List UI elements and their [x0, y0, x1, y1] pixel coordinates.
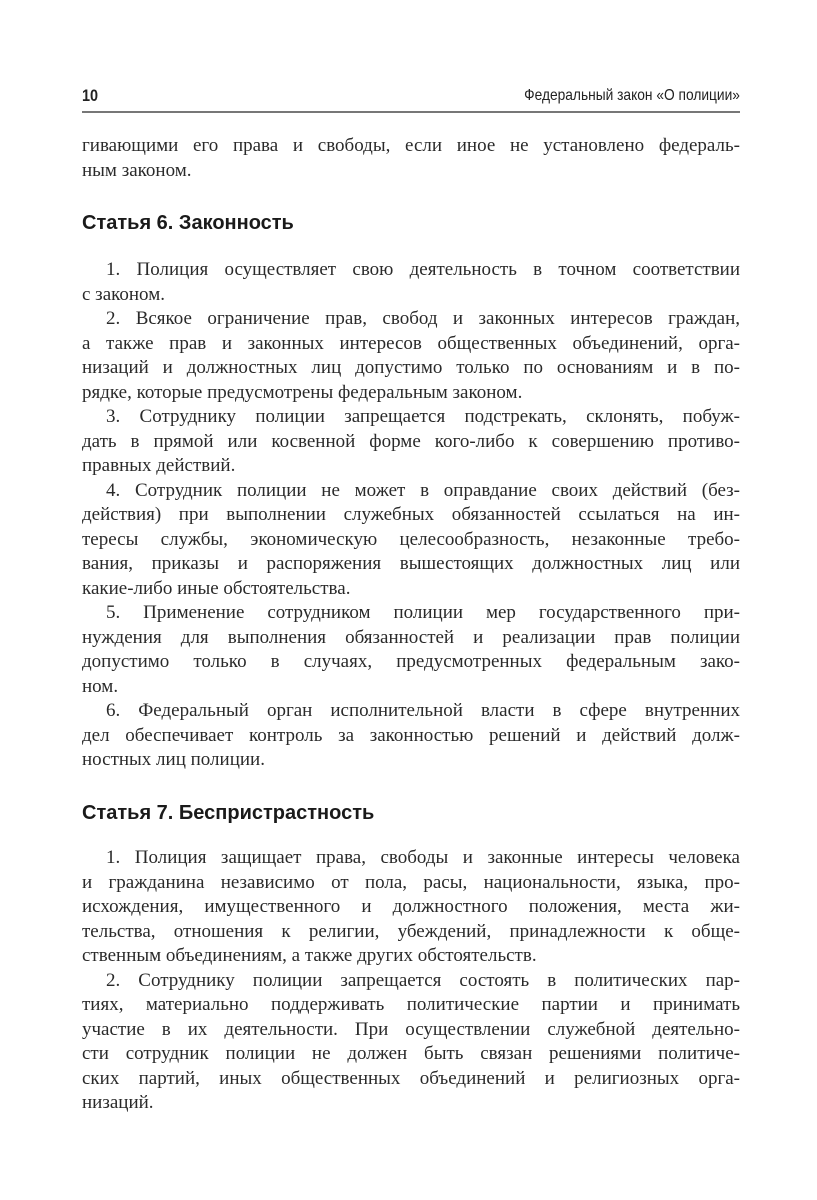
text-line [82, 552, 740, 577]
text-line [82, 332, 740, 357]
text-line-content: 2. Всякое ограничение прав, свобод и законных интересов граждан, [106, 308, 740, 329]
text-line-content: а также прав и законных интересов общественных объединений, орга- [82, 332, 740, 354]
paragraph [82, 601, 740, 699]
text-line [82, 724, 740, 749]
header-rule [82, 111, 740, 113]
text-line [82, 846, 740, 871]
text-line-content: гивающими его права и свободы, если иное не установлено федераль- [82, 135, 740, 156]
text-line [82, 1091, 740, 1116]
text-line-content: 2. Сотруднику полиции запрещается состоять в политических пар- [106, 969, 740, 991]
text-line [82, 479, 740, 504]
text-line-content: 1. Полиция осуществляет свою деятельность в точном соответствии [106, 259, 740, 280]
text-line-content: 4. Сотрудник полиции не может в оправдание своих действий (без- [106, 479, 740, 501]
paragraph [82, 969, 740, 1116]
text-line [82, 748, 740, 773]
paragraph [82, 134, 740, 183]
text-line-content: исхождения, имущественного и должностного положения, места жи- [82, 896, 740, 917]
text-line-content: ностных лиц полиции. [82, 749, 265, 770]
text-line [82, 699, 740, 724]
text-line [82, 454, 740, 479]
paragraph [82, 307, 740, 405]
paragraph [82, 699, 740, 773]
text-line-content: допустимо только в случаях, предусмотренных федеральным зако- [82, 651, 740, 672]
text-line [82, 258, 740, 283]
text-line-content: с законом. [82, 283, 165, 305]
text-line-content: 3. Сотруднику полиции запрещается подстрекать, склонять, побуж- [106, 406, 740, 427]
paragraph [82, 405, 740, 479]
running-title: Федеральный закон «О полиции» [524, 87, 740, 104]
text-line [82, 134, 740, 159]
article-7-heading: Статья 7. Беспристрастность [82, 802, 375, 824]
text-line [82, 993, 740, 1018]
text-line-content: ственным объединениям, а также других обстоятельств. [82, 945, 537, 966]
text-line-content: нуждения для выполнения обязанностей и реализации прав полиции [82, 626, 740, 648]
text-line [82, 895, 740, 920]
text-line [82, 650, 740, 675]
text-line [82, 356, 740, 381]
text-line-content: сти сотрудник полиции не должен быть связан решениями политиче- [82, 1043, 740, 1064]
text-line-content: дать в прямой или косвенной форме кого-либо к совершению противо- [82, 430, 740, 452]
paragraph [82, 846, 740, 969]
article-6-heading: Статья 6. Законность [82, 212, 294, 234]
text-line [82, 307, 740, 332]
text-line-content: действия) при выполнении служебных обязанностей ссылаться на ин- [82, 504, 740, 525]
text-line-content: рядке, которые предусмотрены федеральным законом. [82, 381, 523, 403]
text-line [82, 871, 740, 896]
text-line [82, 528, 740, 553]
text-line-content: дел обеспечивает контроль за законностью решений и действий долж- [82, 724, 740, 746]
text-line [82, 430, 740, 455]
text-line [82, 159, 740, 184]
text-line-content: и гражданина независимо от пола, расы, национальности, языка, про- [82, 871, 740, 893]
text-line-content: вания, приказы и распоряжения вышестоящих должностных лиц или [82, 553, 740, 574]
text-line-content: 1. Полиция защищает права, свободы и законные интересы человека [106, 847, 740, 868]
text-line [82, 503, 740, 528]
article-6-body [82, 258, 740, 773]
text-line [82, 944, 740, 969]
text-line-content: 6. Федеральный орган исполнительной власти в сфере внутренних [106, 700, 740, 721]
text-line [82, 920, 740, 945]
text-line [82, 405, 740, 430]
text-line [82, 381, 740, 406]
article-7-body [82, 846, 740, 1116]
text-line-content: тельства, отношения к религии, убеждений, принадлежности к обще- [82, 920, 740, 942]
text-line [82, 1018, 740, 1043]
text-line-content: 5. Применение сотрудником полиции мер государственного при- [106, 602, 740, 623]
text-line-content: какие-либо иные обстоятельства. [82, 577, 351, 599]
text-line [82, 283, 740, 308]
text-line-content: тиях, материально поддерживать политические партии и принимать [82, 994, 740, 1015]
text-line [82, 1067, 740, 1092]
text-line-content: ских партий, иных общественных объединений и религиозных орга- [82, 1067, 740, 1089]
text-line-content: правных действий. [82, 455, 236, 476]
text-line [82, 969, 740, 994]
text-line-content: низаций. [82, 1092, 154, 1113]
text-line [82, 626, 740, 651]
text-line-content: участие в их деятельности. При осуществлении служебной деятельно- [82, 1018, 740, 1040]
text-line [82, 577, 740, 602]
paragraph [82, 479, 740, 602]
text-line-content: низаций и должностных лиц допустимо только по основаниям и в по- [82, 357, 740, 378]
paragraph [82, 258, 740, 307]
text-line-content: тересы службы, экономическую целесообразность, незаконные требо- [82, 528, 740, 550]
intro-text [82, 134, 740, 183]
text-line [82, 601, 740, 626]
text-line-content: ным законом. [82, 159, 192, 181]
text-line [82, 1042, 740, 1067]
text-line [82, 675, 740, 700]
text-line-content: ном. [82, 675, 119, 697]
page-number: 10 [82, 86, 99, 105]
